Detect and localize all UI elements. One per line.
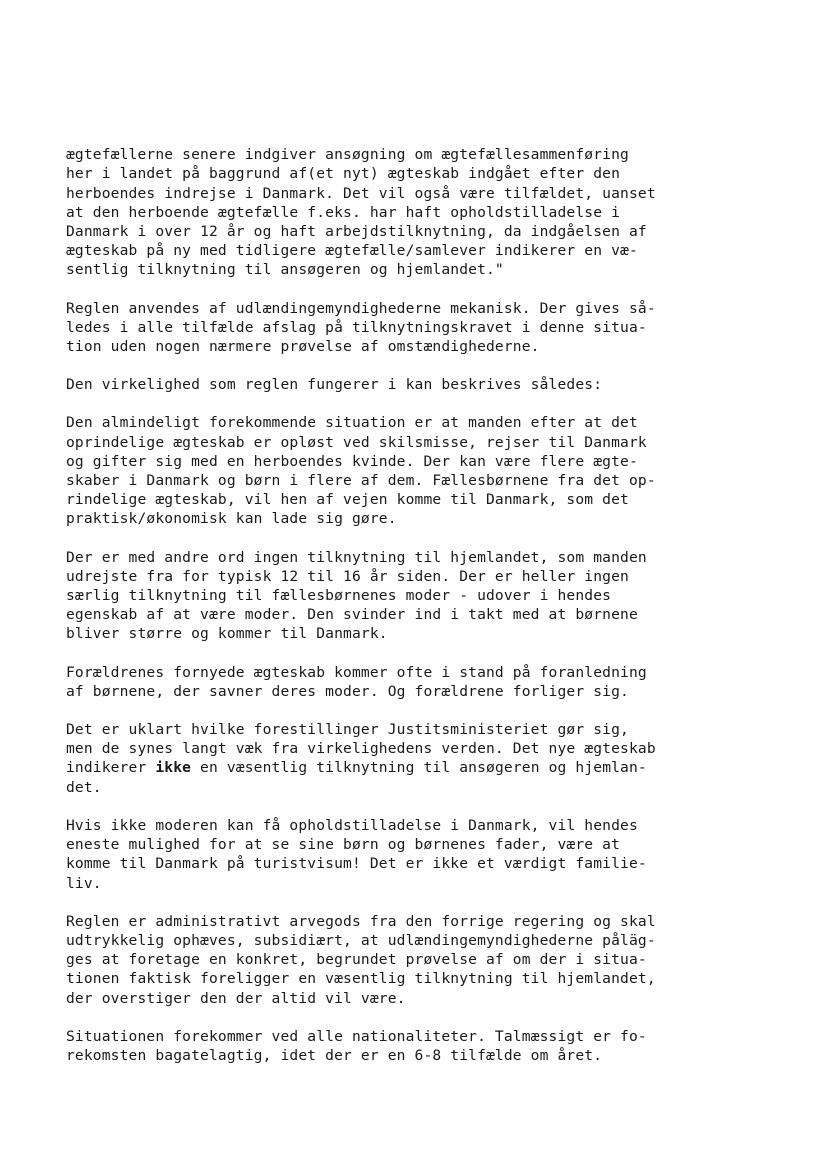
- text-line: Det er uklart hvilke forestillinger Justitsministeriet gør sig,: [66, 721, 629, 739]
- text-line: oprindelige ægteskab er opløst ved skilsmisse, rejser til Danmark: [66, 433, 647, 451]
- text-line: Reglen er administrativt arvegods fra den forrige regering og skal: [66, 912, 656, 930]
- text-line: Der er med andre ord ingen tilknytning til hjemlandet, som manden: [66, 548, 647, 566]
- text-line: rindelige ægteskab, vil hen af vejen komme til Danmark, som det: [66, 491, 629, 509]
- text-line: udrejste fra for typisk 12 til 16 år siden. Der er heller ingen: [66, 567, 629, 585]
- paragraph-4: [66, 413, 746, 528]
- text-line-with-emphasis: [66, 758, 746, 777]
- paragraph-5: [66, 548, 746, 644]
- text-line: Hvis ikke moderen kan få opholdstilladelse i Danmark, vil hendes: [66, 816, 638, 834]
- paragraph-6: [66, 663, 746, 701]
- text-line: der overstiger den der altid vil være.: [66, 989, 406, 1007]
- text-line: det.: [66, 778, 102, 796]
- text-line: Forældrenes fornyede ægteskab kommer ofte i stand på foranledning: [66, 663, 647, 681]
- paragraph-3: [66, 375, 746, 394]
- text-line: ges at foretage en konkret, begrundet prøvelse af om der i situa-: [66, 951, 647, 969]
- text-line: tionen faktisk foreligger en væsentlig tilknytning til hjemlandet,: [66, 970, 656, 988]
- text-line: ægtefællerne senere indgiver ansøgning om ægtefællesammenføring: [66, 146, 629, 164]
- text-line: skaber i Danmark og børn i flere af dem. Fællesbørnene fra det op-: [66, 472, 656, 490]
- text-line: ægteskab på ny med tidligere ægtefælle/samlever indikerer en væ-: [66, 242, 638, 260]
- text-line: og gifter sig med en herboendes kvinde. Der kan være flere ægte-: [66, 452, 638, 470]
- text-line: Den virkelighed som reglen fungerer i kan beskrives således:: [66, 376, 603, 394]
- paragraph-9: [66, 912, 746, 1008]
- paragraph-8: [66, 816, 746, 893]
- document-body: [66, 126, 746, 1084]
- text-line: ledes i alle tilfælde afslag på tilknytningskravet i denne situa-: [66, 318, 647, 336]
- text-line: komme til Danmark på turistvisum! Det er ikke et værdigt familie-: [66, 855, 647, 873]
- paragraph-1: [66, 126, 746, 280]
- text-line: her i landet på baggrund af(et nyt) ægteskab indgået efter den: [66, 165, 621, 183]
- text-line: rekomsten bagatelagtig, idet der er en 6-8 tilfælde om året.: [66, 1046, 603, 1064]
- text-line: egenskab af at være moder. Den svinder ind i takt med at børnene: [66, 606, 638, 624]
- text-line: sentlig tilknytning til ansøgeren og hjemlandet.": [66, 261, 504, 279]
- text-line: eneste mulighed for at se sine børn og børnenes fader, være at: [66, 836, 621, 854]
- text-line: Danmark i over 12 år og haft arbejdstilknytning, da indgåelsen af: [66, 223, 647, 241]
- paragraph-2: [66, 299, 746, 357]
- paragraph-7: [66, 720, 746, 797]
- text-line: særlig tilknytning til fællesbørnenes moder - udover i hendes: [66, 587, 612, 605]
- text-segment: indikerer: [66, 759, 156, 777]
- text-segment: en væsentlig tilknytning til ansøgeren og hjemlan-: [191, 759, 647, 777]
- text-line: Reglen anvendes af udlændingemyndighederne mekanisk. Der gives så-: [66, 299, 656, 317]
- text-line: bliver større og kommer til Danmark.: [66, 625, 388, 643]
- text-line: men de synes langt væk fra virkelighedens verden. Det nye ægteskab: [66, 740, 656, 758]
- text-line: Den almindeligt forekommende situation er at manden efter at det: [66, 414, 638, 432]
- text-line: praktisk/økonomisk kan lade sig gøre.: [66, 510, 397, 528]
- emphasized-word: ikke: [155, 759, 192, 777]
- text-line: Situationen forekommer ved alle nationaliteter. Talmæssigt er fo-: [66, 1027, 647, 1045]
- text-line: herboendes indrejse i Danmark. Det vil også være tilfældet, uanset: [66, 184, 656, 202]
- text-line: af børnene, der savner deres moder. Og forældrene forliger sig.: [66, 682, 629, 700]
- text-line: at den herboende ægtefælle f.eks. har haft opholdstilladelse i: [66, 203, 621, 221]
- text-line: udtrykkelig ophæves, subsidiært, at udlændingemyndighederne påläg-: [66, 931, 656, 949]
- paragraph-10: [66, 1027, 746, 1065]
- text-line: tion uden nogen nærmere prøvelse af omstændighederne.: [66, 338, 540, 356]
- text-line: liv.: [66, 874, 102, 892]
